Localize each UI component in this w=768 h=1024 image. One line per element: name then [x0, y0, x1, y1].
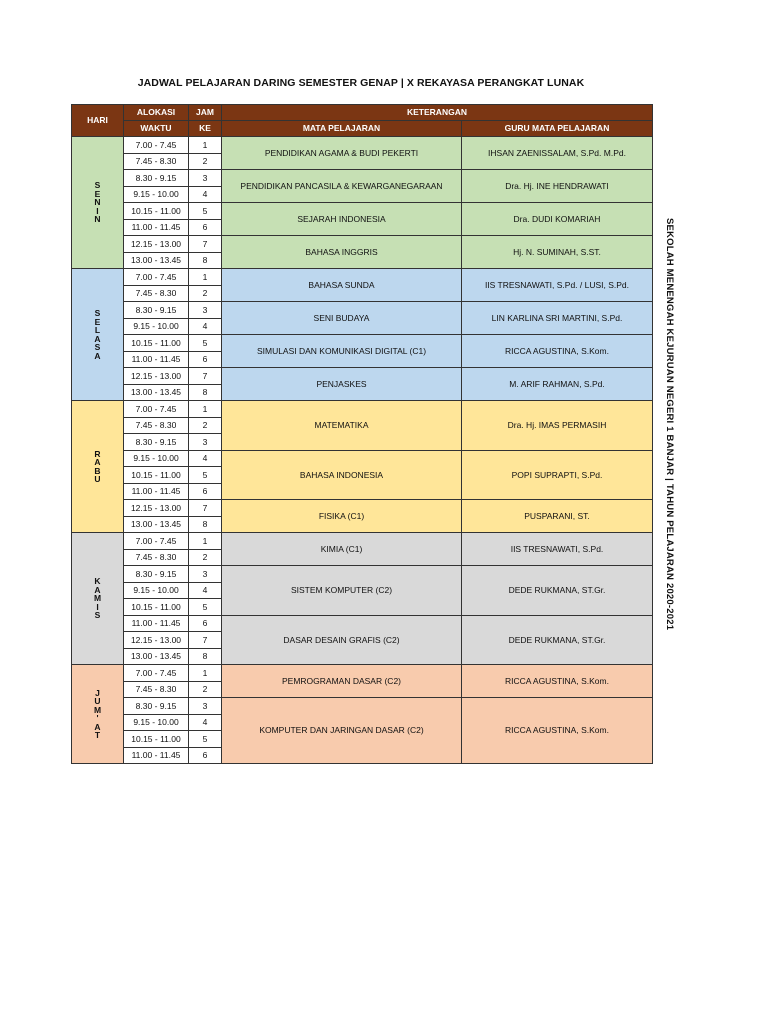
subject-cell: PEMROGRAMAN DASAR (C2) [222, 665, 462, 698]
table-row [72, 368, 653, 385]
table-row [72, 137, 653, 154]
time-cell: 8.30 - 9.15 [124, 698, 189, 715]
time-cell: 10.15 - 11.00 [124, 467, 189, 484]
teacher-cell: RICCA AGUSTINA, S.Kom. [462, 698, 653, 764]
subject-cell: KIMIA (C1) [222, 533, 462, 566]
subject-cell: SIMULASI DAN KOMUNIKASI DIGITAL (C1) [222, 335, 462, 368]
jam-cell: 4 [189, 186, 222, 203]
teacher-cell: RICCA AGUSTINA, S.Kom. [462, 665, 653, 698]
day-name: S E N I N [94, 180, 101, 225]
header-ke: KE [189, 121, 222, 137]
jam-cell: 3 [189, 434, 222, 451]
jam-cell: 3 [189, 566, 222, 583]
day-group-senin [72, 137, 653, 269]
teacher-cell: LIN KARLINA SRI MARTINI, S.Pd. [462, 302, 653, 335]
table-row [72, 302, 653, 319]
jam-cell: 5 [189, 203, 222, 220]
jam-cell: 4 [189, 318, 222, 335]
time-cell: 10.15 - 11.00 [124, 599, 189, 616]
jam-cell: 8 [189, 252, 222, 269]
teacher-cell: Dra. Hj. IMAS PERMASIH [462, 401, 653, 451]
table-row [72, 335, 653, 352]
jam-cell: 4 [189, 714, 222, 731]
time-cell: 8.30 - 9.15 [124, 302, 189, 319]
teacher-cell: DEDE RUKMANA, ST.Gr. [462, 566, 653, 616]
time-cell: 12.15 - 13.00 [124, 236, 189, 253]
day-group-rabu [72, 401, 653, 533]
page-title: JADWAL PELAJARAN DARING SEMESTER GENAP | X REKAYASA PERANGKAT LUNAK [137, 77, 585, 89]
time-cell: 9.15 - 10.00 [124, 582, 189, 599]
header-jam: JAM [189, 105, 222, 121]
subject-cell: BAHASA INDONESIA [222, 450, 462, 500]
time-cell: 10.15 - 11.00 [124, 731, 189, 748]
day-label [72, 533, 124, 665]
header-mata-pelajaran: MATA PELAJARAN [222, 121, 462, 137]
teacher-cell: IIS TRESNAWATI, S.Pd. / LUSI, S.Pd. [462, 269, 653, 302]
teacher-cell: IHSAN ZAENISSALAM, S.Pd. M.Pd. [462, 137, 653, 170]
jam-cell: 2 [189, 681, 222, 698]
subject-cell: PENDIDIKAN AGAMA & BUDI PEKERTI [222, 137, 462, 170]
time-cell: 10.15 - 11.00 [124, 335, 189, 352]
school-side-label: SEKOLAH MENENGAH KEJURUAN NEGERI 1 BANJAR | TAHUN PELAJARAN 2020-2021 [664, 218, 675, 631]
day-label [72, 269, 124, 401]
jam-cell: 8 [189, 516, 222, 533]
subject-cell: SEJARAH INDONESIA [222, 203, 462, 236]
jam-cell: 8 [189, 648, 222, 665]
time-cell: 10.15 - 11.00 [124, 203, 189, 220]
table-row [72, 236, 653, 253]
header-guru: GURU MATA PELAJARAN [462, 121, 653, 137]
table-row [72, 269, 653, 286]
day-group-kamis [72, 533, 653, 665]
time-cell: 11.00 - 11.45 [124, 747, 189, 764]
teacher-cell: IIS TRESNAWATI, S.Pd. [462, 533, 653, 566]
time-cell: 7.45 - 8.30 [124, 417, 189, 434]
table-row [72, 665, 653, 682]
time-cell: 7.00 - 7.45 [124, 137, 189, 154]
jam-cell: 6 [189, 219, 222, 236]
jam-cell: 4 [189, 450, 222, 467]
time-cell: 7.45 - 8.30 [124, 285, 189, 302]
day-name: S E L A S A [94, 308, 101, 361]
subject-cell: MATEMATIKA [222, 401, 462, 451]
header-hari: HARI [72, 105, 124, 137]
day-name: K A M I S [93, 576, 102, 621]
time-cell: 12.15 - 13.00 [124, 632, 189, 649]
time-cell: 9.15 - 10.00 [124, 186, 189, 203]
jam-cell: 5 [189, 467, 222, 484]
day-label [72, 665, 124, 764]
teacher-cell: M. ARIF RAHMAN, S.Pd. [462, 368, 653, 401]
time-cell: 9.15 - 10.00 [124, 318, 189, 335]
day-label [72, 137, 124, 269]
jam-cell: 3 [189, 698, 222, 715]
jam-cell: 7 [189, 632, 222, 649]
subject-cell: SENI BUDAYA [222, 302, 462, 335]
teacher-cell: POPI SUPRAPTI, S.Pd. [462, 450, 653, 500]
teacher-cell: PUSPARANI, ST. [462, 500, 653, 533]
jam-cell: 1 [189, 137, 222, 154]
time-cell: 13.00 - 13.45 [124, 384, 189, 401]
teacher-cell: RICCA AGUSTINA, S.Kom. [462, 335, 653, 368]
table-row [72, 401, 653, 418]
teacher-cell: Hj. N. SUMINAH, S.ST. [462, 236, 653, 269]
time-cell: 9.15 - 10.00 [124, 714, 189, 731]
jam-cell: 1 [189, 401, 222, 418]
day-name: R A B U [94, 448, 101, 484]
table-row [72, 533, 653, 550]
time-cell: 11.00 - 11.45 [124, 483, 189, 500]
time-cell: 8.30 - 9.15 [124, 170, 189, 187]
table-row [72, 170, 653, 187]
subject-cell: BAHASA INGGRIS [222, 236, 462, 269]
time-cell: 9.15 - 10.00 [124, 450, 189, 467]
jam-cell: 7 [189, 236, 222, 253]
jam-cell: 8 [189, 384, 222, 401]
table-row [72, 698, 653, 715]
jam-cell: 6 [189, 483, 222, 500]
jam-cell: 7 [189, 368, 222, 385]
jam-cell: 1 [189, 665, 222, 682]
table-header [72, 105, 653, 137]
schedule-table [71, 104, 653, 764]
teacher-cell: DEDE RUKMANA, ST.Gr. [462, 615, 653, 665]
jam-cell: 7 [189, 500, 222, 517]
time-cell: 11.00 - 11.45 [124, 219, 189, 236]
jam-cell: 5 [189, 335, 222, 352]
time-cell: 7.45 - 8.30 [124, 681, 189, 698]
time-cell: 7.00 - 7.45 [124, 533, 189, 550]
jam-cell: 2 [189, 417, 222, 434]
jam-cell: 5 [189, 731, 222, 748]
subject-cell: PENJASKES [222, 368, 462, 401]
time-cell: 11.00 - 11.45 [124, 351, 189, 368]
subject-cell: SISTEM KOMPUTER (C2) [222, 566, 462, 616]
day-group-selasa [72, 269, 653, 401]
jam-cell: 1 [189, 269, 222, 286]
subject-cell: BAHASA SUNDA [222, 269, 462, 302]
teacher-cell: Dra. Hj. INE HENDRAWATI [462, 170, 653, 203]
jam-cell: 1 [189, 533, 222, 550]
header-keterangan: KETERANGAN [222, 105, 653, 121]
time-cell: 13.00 - 13.45 [124, 648, 189, 665]
jam-cell: 4 [189, 582, 222, 599]
table-row [72, 615, 653, 632]
time-cell: 8.30 - 9.15 [124, 434, 189, 451]
time-cell: 7.00 - 7.45 [124, 401, 189, 418]
time-cell: 11.00 - 11.45 [124, 615, 189, 632]
jam-cell: 6 [189, 351, 222, 368]
jam-cell: 3 [189, 170, 222, 187]
time-cell: 7.45 - 8.30 [124, 549, 189, 566]
day-name: J U M ' A T [93, 687, 102, 740]
subject-cell: PENDIDIKAN PANCASILA & KEWARGANEGARAAN [222, 170, 462, 203]
table-row [72, 203, 653, 220]
time-cell: 7.00 - 7.45 [124, 665, 189, 682]
time-cell: 12.15 - 13.00 [124, 500, 189, 517]
table-row [72, 450, 653, 467]
jam-cell: 5 [189, 599, 222, 616]
header-waktu: WAKTU [124, 121, 189, 137]
jam-cell: 2 [189, 153, 222, 170]
time-cell: 8.30 - 9.15 [124, 566, 189, 583]
jam-cell: 2 [189, 549, 222, 566]
table-row [72, 566, 653, 583]
subject-cell: DASAR DESAIN GRAFIS (C2) [222, 615, 462, 665]
time-cell: 13.00 - 13.45 [124, 516, 189, 533]
day-label [72, 401, 124, 533]
jam-cell: 3 [189, 302, 222, 319]
jam-cell: 2 [189, 285, 222, 302]
time-cell: 12.15 - 13.00 [124, 368, 189, 385]
jam-cell: 6 [189, 747, 222, 764]
jam-cell: 6 [189, 615, 222, 632]
table-row [72, 500, 653, 517]
subject-cell: KOMPUTER DAN JARINGAN DASAR (C2) [222, 698, 462, 764]
time-cell: 7.00 - 7.45 [124, 269, 189, 286]
time-cell: 7.45 - 8.30 [124, 153, 189, 170]
teacher-cell: Dra. DUDI KOMARIAH [462, 203, 653, 236]
subject-cell: FISIKA (C1) [222, 500, 462, 533]
time-cell: 13.00 - 13.45 [124, 252, 189, 269]
header-alokasi: ALOKASI [124, 105, 189, 121]
day-group-jumat [72, 665, 653, 764]
